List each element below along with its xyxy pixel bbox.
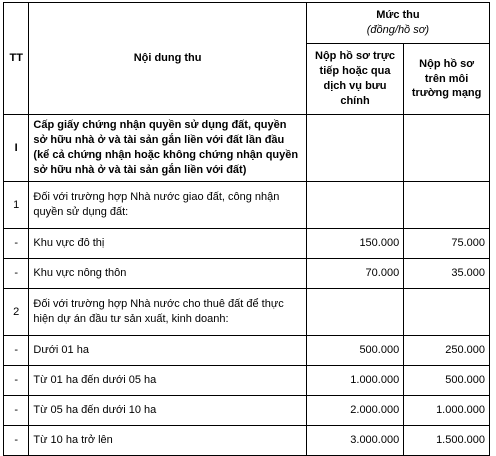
row-direct: 150.000 (306, 229, 403, 259)
row-tt: - (4, 366, 29, 396)
table-row (4, 115, 490, 182)
fee-table-container (3, 2, 490, 456)
row-online: 1.000.000 (404, 396, 490, 426)
table-row (4, 229, 490, 259)
row-direct (306, 115, 403, 182)
row-content: Từ 01 ha đến dưới 05 ha (29, 366, 306, 396)
row-direct: 70.000 (306, 259, 403, 289)
header-fee (306, 3, 489, 44)
row-tt: I (4, 115, 29, 182)
row-content: Cấp giấy chứng nhận quyền sử dụng đất, quyền sở hữu nhà ở và tài sản gắn liền với đất lần đầu (kể cả chứng nhận hoặc không chứng nhận quyền sở hữu nhà ở và tài sản gắn liền với đất) (29, 115, 306, 182)
table-row (4, 182, 490, 229)
row-tt: - (4, 229, 29, 259)
row-direct: 3.000.000 (306, 426, 403, 456)
row-online (404, 115, 490, 182)
row-content: Đối với trường hợp Nhà nước cho thuê đất để thực hiện dự án đầu tư sản xuất, kinh doanh: (29, 289, 306, 336)
row-direct (306, 182, 403, 229)
row-direct: 2.000.000 (306, 396, 403, 426)
header-fee-title: Mức thu (376, 9, 420, 22)
row-online: 75.000 (404, 229, 490, 259)
row-content: Từ 05 ha đến dưới 10 ha (29, 396, 306, 426)
fee-table (3, 2, 490, 456)
row-online: 250.000 (404, 336, 490, 366)
table-row (4, 396, 490, 426)
row-direct: 500.000 (306, 336, 403, 366)
row-online: 1.500.000 (404, 426, 490, 456)
row-direct: 1.000.000 (306, 366, 403, 396)
row-online (404, 182, 490, 229)
table-row (4, 426, 490, 456)
header-tt: TT (4, 3, 29, 115)
table-row (4, 289, 490, 336)
row-tt: 1 (4, 182, 29, 229)
table-row (4, 259, 490, 289)
row-online: 500.000 (404, 366, 490, 396)
row-online (404, 289, 490, 336)
table-row (4, 336, 490, 366)
header-online: Nộp hồ sơ trên môi trường mạng (404, 44, 490, 115)
row-content: Khu vực đô thị (29, 229, 306, 259)
row-tt: - (4, 336, 29, 366)
row-tt: 2 (4, 289, 29, 336)
header-fee-unit: (đồng/hồ sơ) (366, 24, 430, 36)
table-row (4, 366, 490, 396)
row-content: Từ 10 ha trở lên (29, 426, 306, 456)
row-tt: - (4, 396, 29, 426)
header-direct: Nộp hồ sơ trực tiếp hoặc qua dịch vụ bưu chính (306, 44, 403, 115)
row-direct (306, 289, 403, 336)
row-tt: - (4, 426, 29, 456)
row-tt: - (4, 259, 29, 289)
header-content: Nội dung thu (29, 3, 306, 115)
row-online: 35.000 (404, 259, 490, 289)
row-content: Dưới 01 ha (29, 336, 306, 366)
row-content: Đối với trường hợp Nhà nước giao đất, công nhận quyền sử dụng đất: (29, 182, 306, 229)
row-content: Khu vực nông thôn (29, 259, 306, 289)
